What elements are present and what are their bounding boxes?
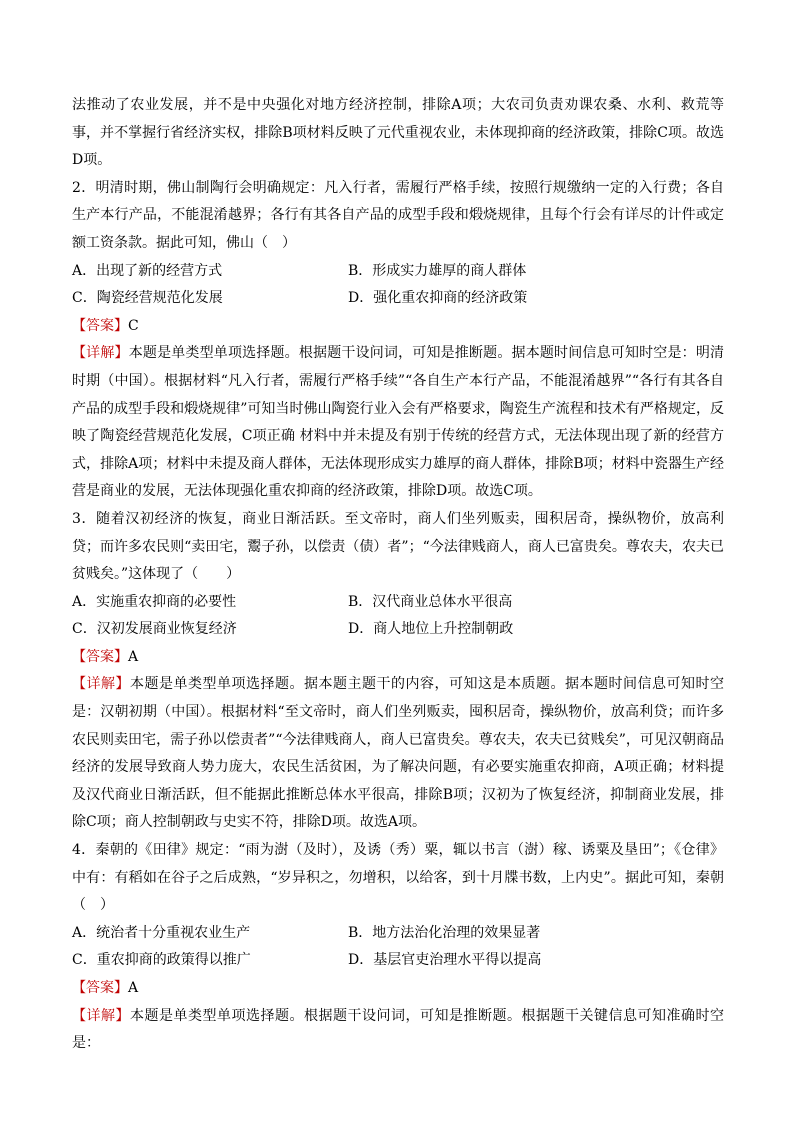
options-list: [72, 258, 724, 313]
option-c: C．重农抑商的政策得以推广: [72, 952, 251, 969]
detail-tag: 【详解】: [72, 1007, 130, 1024]
answer-line: [72, 313, 724, 341]
answer-line: [72, 975, 724, 1003]
detail-paragraph: [72, 340, 724, 506]
detail-tag: 【详解】: [72, 345, 129, 362]
answer-value: A: [128, 648, 139, 665]
option-c: C．汉初发展商业恢复经济: [72, 621, 237, 638]
question-stem: 3．随着汉初经济的恢复，商业日渐活跃。至文帝时，商人们坐列贩卖，囤积居奇，操纵物价，放高利贷；而许多农民则“卖田宅，鬻子孙，以偿责（债）者”；“今法律贱商人，商人已富贵矣。尊农夫，农夫已贫贱矣。”这体现了（ ）: [72, 510, 724, 583]
detail-text: 本题是单类型单项选择题。据本题主题干的内容，可知这是本质题。据本题时间信息可知时空是：汉朝初期（中国）。根据材料“至文帝时，商人们坐列贩卖，囤积居奇，操纵物价，放高利贷；而许多农民则卖田宅，需子孙以偿责者”“今法律贱商人，商人已富贵矣。尊农夫，农夫已贫贱矣”，可见汉朝商品经济的发展导致商人势力庞大，农民生活贫困，为了解决问题，有必要实施重农抑商，A项正确；材料提及汉代商业日渐活跃，但不能据此推断总体水平很高，排除B项；汉初为了恢复经济，抑制商业发展，排除C项；商人控制朝政与史实不符，排除D项。故选A项。: [72, 676, 724, 831]
option-d: D．基层官吏治理水平得以提高: [348, 952, 542, 969]
detail-text: 本题是单类型单项选择题。根据题干设问词，可知是推断题。根据题干关键信息可知准确时空是：: [72, 1007, 724, 1052]
question-2: [72, 175, 724, 506]
answer-value: A: [128, 980, 139, 996]
answer-value: C: [128, 317, 139, 334]
option-d: D．强化重农抑商的经济政策: [348, 290, 528, 307]
answer-tag: 【答案】: [72, 980, 128, 996]
intro-paragraph: 法推动了农业发展，并不是中央强化对地方经济控制，排除A项；大农司负责劝课农桑、水利、救荒等事，并不掌握行省经济实权，排除B项材料反映了元代重视农业，未体现抑商的经济政策，排除C项。故选D项。: [72, 97, 724, 169]
detail-paragraph: [72, 671, 724, 837]
detail-text: 本题是单类型单项选择题。根据题干设问词，可知是推断题。据本题时间信息可知时空是：明清时期（中国）。根据材料“凡入行者，需履行严格手续”“各自生产本行产品，不能混淆越界”“各行有其各自产品的成型手段和煅烧规律”可知当时佛山陶瓷行业入会有严格要求，陶瓷生产流程和技术有严格规定，反映了陶瓷经营规范化发展，C项正确 材料中并未提及有别于传统的经营方式，无法体现出现了新的经营方式，排除A项；材料中未提及商人群体，无法体现形成实力雄厚的商人群体，排除B项；材料中瓷器生产经营是商业的发展，无法体现强化重农抑商的经济政策，排除D项。故选C项。: [72, 345, 725, 500]
option-b: B．汉代商业总体水平很高: [348, 593, 513, 610]
option-a: A．实施重农抑商的必要性: [72, 593, 237, 610]
option-d: D．商人地位上升控制朝政: [348, 621, 514, 638]
question-stem: 4．秦朝的《田律》规定：“雨为澍（及时），及诱（秀）粟，辄以书言（澍）稼、诱粟及垦田”；《仓律》中有：有稻如在谷子之后成熟，“岁异积之，勿增积，以给客，到十月牒书数，上内史”。据此可知，秦朝（ ）: [72, 842, 724, 914]
option-b: B．地方法治化治理的效果显著: [348, 924, 541, 941]
option-a: A．统治者十分重视农业生产: [72, 924, 251, 941]
options-list: [72, 589, 724, 644]
question-3: [72, 506, 724, 837]
detail-paragraph: [72, 1003, 724, 1058]
detail-tag: 【详解】: [72, 676, 130, 693]
option-a: A．出现了新的经营方式: [72, 262, 223, 279]
answer-line: [72, 644, 724, 672]
question-stem: 2．明清时期，佛山制陶行会明确规定：凡入行者，需履行严格手续，按照行规缴纳一定的入行费；各自生产本行产品，不能混淆越界；各行有其各自产品的成型手段和煅烧规律，且每个行会有详尽的计件或定额工资条款。据此可知，佛山（ ）: [72, 179, 724, 251]
answer-tag: 【答案】: [72, 317, 128, 334]
option-c: C．陶瓷经营规范化发展: [72, 290, 223, 307]
options-list: [72, 920, 724, 975]
answer-tag: 【答案】: [72, 648, 128, 665]
question-4: [72, 837, 724, 1058]
option-b: B．形成实力雄厚的商人群体: [348, 262, 527, 279]
document-page: [72, 92, 724, 1058]
